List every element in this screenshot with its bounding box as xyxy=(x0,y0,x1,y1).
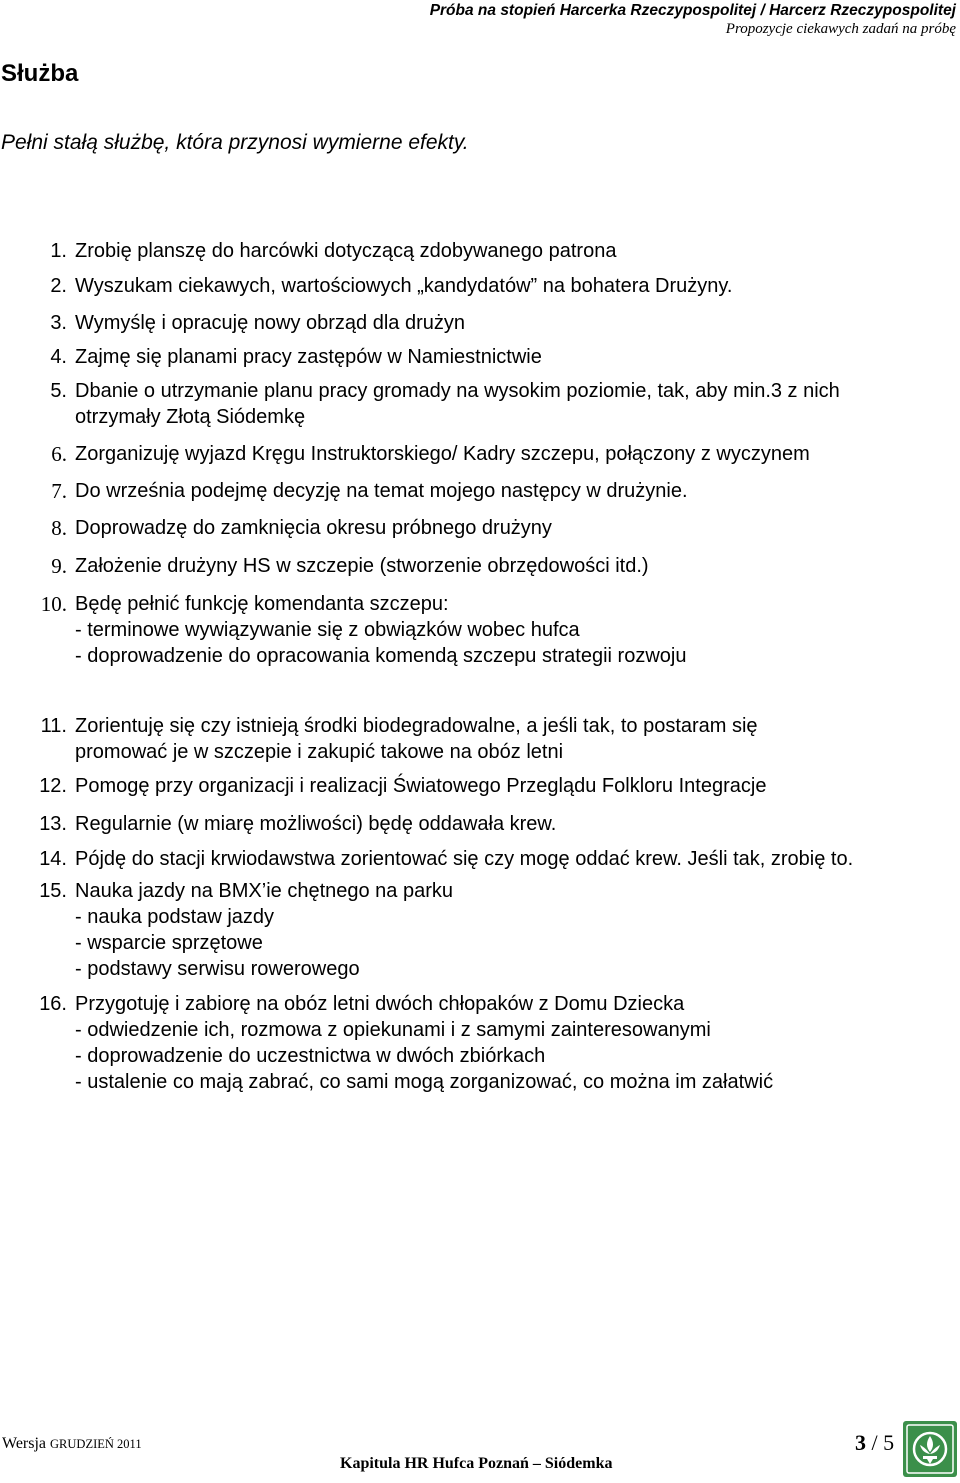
list-item-number: 3. xyxy=(50,312,67,334)
list-item-subline: otrzymały Złotą Siódemkę xyxy=(75,406,306,428)
header-title: Próba na stopień Harcerka Rzeczypospolitej / Harcerz Rzeczypospolitej xyxy=(429,2,956,19)
list-item-text xyxy=(75,344,960,370)
list-item-line: Nauka jazdy na BMX’ie chętnego na parku xyxy=(75,880,454,902)
list-item-text xyxy=(75,310,960,336)
list-item-text xyxy=(75,441,960,467)
version-label: Wersja xyxy=(2,1435,47,1452)
list-item-number: 8. xyxy=(51,516,67,540)
list-item-text xyxy=(75,378,960,430)
list-item-line: Regularnie (w miarę możliwości) będę oddawała krew. xyxy=(75,813,557,835)
section-title: Służba xyxy=(1,60,79,87)
list-item-subline: - podstawy serwisu rowerowego xyxy=(75,958,360,980)
list-item-text xyxy=(75,846,960,872)
list-item-line: Zorientuję się czy istnieją środki biodegradowalne, a jeśli tak, to postaram się xyxy=(75,715,758,737)
list-item-line: Pomogę przy organizacji i realizacji Światowego Przeglądu Folkloru Integracje xyxy=(75,775,767,797)
list-item-text xyxy=(75,773,960,799)
list-item-text xyxy=(75,811,960,837)
footer-organization: Kapitula HR Hufca Poznań – Siódemka xyxy=(340,1455,613,1472)
list-item-number: 7. xyxy=(51,479,67,503)
list-item-number: 15. xyxy=(39,880,67,902)
list-item-line: Wyszukam ciekawych, wartościowych „kandydatów” na bohatera Drużyny. xyxy=(75,275,733,297)
list-item-text xyxy=(75,878,960,982)
scout-lily-badge-icon xyxy=(903,1421,957,1477)
header-subtitle: Propozycje ciekawych zadań na próbę xyxy=(725,21,956,37)
list-item-subline: - doprowadzenie do uczestnictwa w dwóch zbiórkach xyxy=(75,1045,546,1067)
list-item-number: 13. xyxy=(39,813,67,835)
list-item-line: Dbanie o utrzymanie planu pracy gromady na wysokim poziomie, tak, aby min.3 z nich xyxy=(75,380,840,402)
list-item-number: 9. xyxy=(51,554,67,578)
page-total: 5 xyxy=(883,1430,895,1455)
list-item-text xyxy=(75,478,960,504)
list-item-text xyxy=(75,515,960,541)
list-item-line: Będę pełnić funkcję komendanta szczepu: xyxy=(75,593,449,615)
list-item-line: Do września podejmę decyzję na temat mojego następcy w drużynie. xyxy=(75,480,688,502)
list-item-line: Zorganizuję wyjazd Kręgu Instruktorskiego/ Kadry szczepu, połączony z wyczynem xyxy=(75,443,810,465)
list-item-number: 1. xyxy=(50,240,67,262)
list-item-line: Założenie drużyny HS w szczepie (stworzenie obrzędowości itd.) xyxy=(75,555,649,577)
list-item-line: Przygotuję i zabiorę na obóz letni dwóch chłopaków z Domu Dziecka xyxy=(75,993,685,1015)
version-value: GRUDZIEŃ 2011 xyxy=(50,1437,142,1451)
list-item-number: 10. xyxy=(40,592,67,616)
footer-version xyxy=(2,1435,142,1453)
list-item-subline: - ustalenie co mają zabrać, co sami mogą zorganizować, co można im załatwić xyxy=(75,1071,774,1093)
page-separator: / xyxy=(871,1430,878,1455)
list-item-line: Wymyślę i opracuję nowy obrząd dla drużyn xyxy=(75,312,465,334)
list-item-number: 16. xyxy=(39,993,67,1015)
list-item-subline: - nauka podstaw jazdy xyxy=(75,906,275,928)
list-item-text xyxy=(75,591,960,669)
list-item-line: Doprowadzę do zamknięcia okresu próbnego drużyny xyxy=(75,517,552,539)
list-item-subline: - doprowadzenie do opracowania komendą szczepu strategii rozwoju xyxy=(75,645,687,667)
list-item-text xyxy=(75,238,960,264)
list-item-line: Zrobię planszę do harcówki dotyczącą zdobywanego patrona xyxy=(75,240,617,262)
list-item-subline: - terminowe wywiązywanie się z obwiązków wobec hufca xyxy=(75,619,580,641)
list-item-text xyxy=(75,553,960,579)
list-item-number: 6. xyxy=(51,442,67,466)
list-item-line: Pójdę do stacji krwiodawstwa zorientować się czy mogę oddać krew. Jeśli tak, zrobię to. xyxy=(75,848,854,870)
list-item-text xyxy=(75,991,960,1095)
list-item-text xyxy=(75,273,960,299)
list-item-number: 11. xyxy=(40,715,67,737)
list-item-line: Zajmę się planami pracy zastępów w Namiestnictwie xyxy=(75,346,542,368)
list-item-number: 12. xyxy=(39,775,67,797)
list-item-number: 14. xyxy=(39,848,67,870)
page-number xyxy=(855,1430,894,1456)
list-item-subline: - odwiedzenie ich, rozmowa z opiekunami i z samymi zainteresowanymi xyxy=(75,1019,711,1041)
list-item-number: 4. xyxy=(50,346,67,368)
list-item-text xyxy=(75,713,960,765)
list-item-number: 2. xyxy=(50,275,67,297)
list-item-subline: - wsparcie sprzętowe xyxy=(75,932,263,954)
list-item-subline: promować je w szczepie i zakupić takowe na obóz letni xyxy=(75,741,564,763)
section-subtitle: Pełni stałą służbę, która przynosi wymierne efekty. xyxy=(1,131,469,154)
list-item-number: 5. xyxy=(50,380,67,402)
page-current: 3 xyxy=(855,1430,866,1455)
